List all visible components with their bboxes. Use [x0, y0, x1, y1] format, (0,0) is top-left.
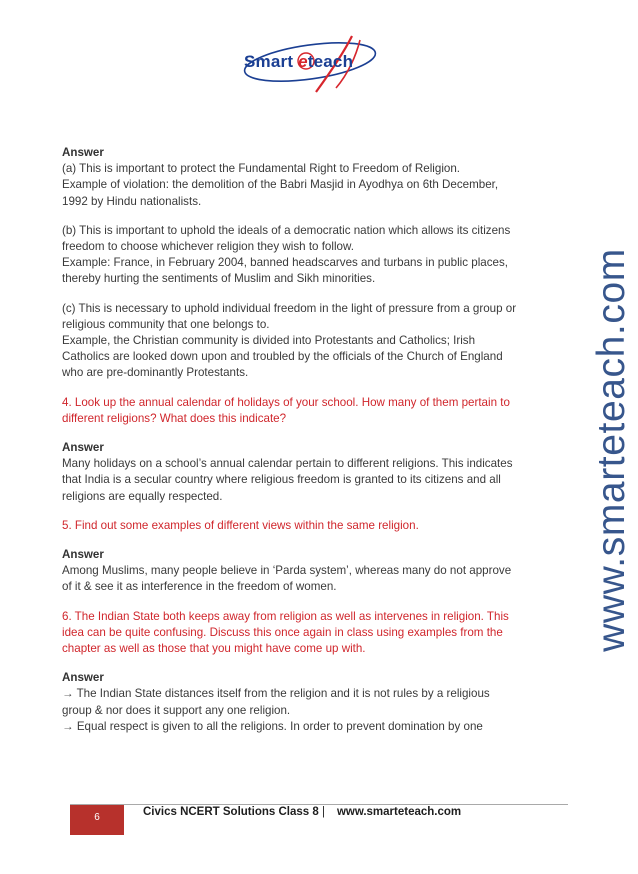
question-6-cont: idea can be quite confusing. Discuss this once again in class using examples from the — [62, 625, 503, 639]
page-number: 6 — [94, 812, 100, 823]
text-line: who are pre-dominantly Protestants. — [62, 366, 249, 380]
footer-separator: | — [318, 806, 325, 818]
watermark-text: www.smarteteach.com — [590, 248, 633, 652]
text-line: 1992 by Hindu nationalists. — [62, 194, 202, 208]
text-line: religious community that one belongs to. — [62, 317, 270, 331]
logo-smart: Smart — [244, 52, 299, 71]
text-line: freedom to choose whichever religion they wish to follow. — [62, 240, 354, 254]
footer-title: Civics NCERT Solutions Class 8 — [143, 806, 319, 818]
text-line: Example: France, in February 2004, banned headscarves and turbans in public places, — [62, 256, 508, 270]
text-line: Catholics are looked down upon and troubled by the officials of the Church of England — [62, 350, 503, 364]
question-4-cont: different religions? What does this indicate? — [62, 411, 287, 425]
logo-teach: teach — [307, 52, 354, 71]
text-line: → Equal respect is given to all the religions. In order to prevent domination by one — [62, 719, 483, 733]
logo-e: e — [298, 52, 308, 71]
text-line: Example of violation: the demolition of the Babri Masjid in Ayodhya on 6th December, — [62, 178, 499, 192]
website-watermark — [592, 215, 632, 685]
text-line: thereby hurting the sentiments of Muslim and Sikh minorities. — [62, 272, 376, 286]
text-line: that India is a secular country where religious freedom is granted to its citizens and all — [62, 473, 501, 487]
text-line: religions are equally respected. — [62, 489, 223, 503]
page-number-badge — [70, 805, 124, 835]
question-4: 4. Look up the annual calendar of holidays of your school. How many of them pertain to — [62, 395, 510, 409]
question-6-cont: chapter as well as those that you might have come up with. — [62, 642, 366, 656]
footer-divider — [70, 804, 568, 805]
answer-heading: Answer — [62, 548, 104, 562]
page-content — [62, 145, 564, 735]
question-6: 6. The Indian State both keeps away from religion as well as intervenes in religion. This — [62, 609, 509, 623]
answer-heading: Answer — [62, 146, 104, 159]
logo-text — [244, 52, 353, 72]
smarteteach-logo — [232, 30, 382, 100]
text-line: (a) This is important to protect the Fundamental Right to Freedom of Religion. — [62, 162, 461, 176]
text-line: → The Indian State distances itself from the religion and it is not rules by a religious — [62, 687, 490, 701]
question-5: 5. Find out some examples of different views within the same religion. — [62, 518, 419, 532]
footer — [143, 806, 461, 818]
text-line: group & nor does it support any one religion. — [62, 703, 291, 717]
text-line: Among Muslims, many people believe in ‘Parda system’, whereas many do not approve — [62, 564, 512, 578]
text-line: Example, the Christian community is divided into Protestants and Catholics; Irish — [62, 334, 476, 348]
text-line: of it & see it as interference in the freedom of women. — [62, 580, 337, 594]
text-line: (b) This is important to uphold the ideals of a democratic nation which allows its citizens — [62, 223, 511, 237]
answer-heading: Answer — [62, 671, 104, 685]
text-line: Many holidays on a school’s annual calendar pertain to different religions. This indicates — [62, 457, 513, 471]
text-line: (c) This is necessary to uphold individual freedom in the light of pressure from a group or — [62, 301, 517, 315]
footer-site: www.smarteteach.com — [336, 806, 462, 818]
answer-heading: Answer — [62, 441, 104, 455]
